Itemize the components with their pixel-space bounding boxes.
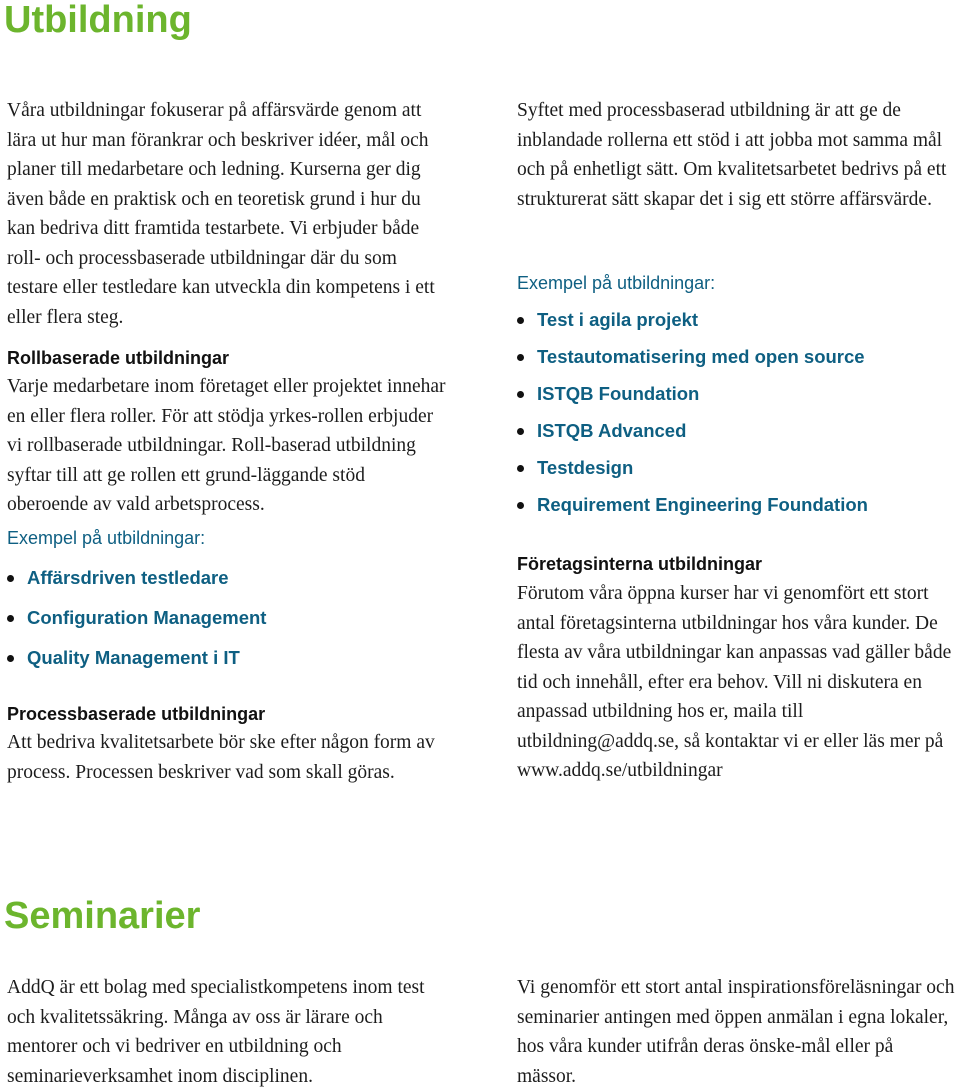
list-item: Affärsdriven testledare <box>7 558 447 598</box>
bullet-icon <box>7 575 14 582</box>
internal-heading: Företagsinterna utbildningar <box>517 554 763 574</box>
bullet-icon <box>517 317 524 324</box>
seminarier-left-paragraph: AddQ är ett bolag med specialistkompetens inom test och kvalitetssäkring. Många av oss är lärare och mentorer och vi bedriver en utbildning och seminarieverksamhet inom disciplinen. <box>7 977 425 1087</box>
list-item: Quality Management i IT <box>7 638 447 678</box>
intro-paragraph: Våra utbildningar fokuserar på affärsvärde genom att lära ut hur man förankrar och beskriver idéer, mål och planer till medarbetare och ledning. Kurserna ger dig även både en praktisk och en teoretisk grund i hur du kan bedriva ditt framtida testarbete. Vi erbjuder både roll- och processbaserade utbildningar där du som testare eller testledare kan utveckla din kompetens i ett eller flera steg. <box>7 100 435 328</box>
bullet-icon <box>7 655 14 662</box>
bullet-icon <box>7 615 14 622</box>
seminarier-title: Seminarier <box>4 895 201 937</box>
list-item: Test i agila projekt <box>517 301 957 338</box>
list-item: Configuration Management <box>7 598 447 638</box>
bullet-icon <box>517 428 524 435</box>
roll-examples-label: Exempel på utbildningar: <box>7 528 206 548</box>
process-examples-list <box>517 301 957 523</box>
process-examples-label: Exempel på utbildningar: <box>517 273 716 293</box>
bullet-icon <box>517 354 524 361</box>
internal-paragraph: Förutom våra öppna kurser har vi genomfört ett stort antal företagsinterna utbildningar hos våra kunder. De flesta av våra utbildningar kan anpassas vad gäller både tid och innehåll, efter era behov. Vill ni diskutera en anpassad utbildning hos er, maila till utbildning@addq.se, så kontaktar vi er eller läs mer på www.addq.se/utbildningar <box>517 583 952 781</box>
seminarier-right-paragraph: Vi genomför ett stort antal inspirationsföreläsningar och seminarier antingen med öppen anmälan i egna lokaler, hos våra kunder utifrån deras önske-mål eller på mässor. <box>517 977 955 1087</box>
bullet-icon <box>517 465 524 472</box>
page-title: Utbildning <box>4 0 192 41</box>
list-item: Testdesign <box>517 449 957 486</box>
list-item: Requirement Engineering Foundation <box>517 486 957 523</box>
list-item: ISTQB Foundation <box>517 375 957 412</box>
list-item: ISTQB Advanced <box>517 412 957 449</box>
roll-examples-list <box>7 558 447 678</box>
bullet-icon <box>517 502 524 509</box>
list-item: Testautomatisering med open source <box>517 338 957 375</box>
process-paragraph: Att bedriva kvalitetsarbete bör ske efter någon form av process. Processen beskriver vad som skall göras. <box>7 732 435 783</box>
roll-paragraph: Varje medarbetare inom företaget eller projektet innehar en eller flera roller. För att stödja yrkes-rollen erbjuder vi rollbaserade utbildningar. Roll-baserad utbildning syftar till att ge rollen ett grund-läggande stöd oberoende av vald arbetsprocess. <box>7 376 446 515</box>
roll-heading: Rollbaserade utbildningar <box>7 348 230 368</box>
process-paragraph-continued: Syftet med processbaserad utbildning är att ge de inblandade rollerna ett stöd i att jobba mot samma mål och på enhetligt sätt. Om kvalitetsarbetet bedrivs på ett strukturerat sätt skapar det i sig ett större affärsvärde. <box>517 100 947 210</box>
bullet-icon <box>517 391 524 398</box>
process-heading: Processbaserade utbildningar <box>7 704 266 724</box>
